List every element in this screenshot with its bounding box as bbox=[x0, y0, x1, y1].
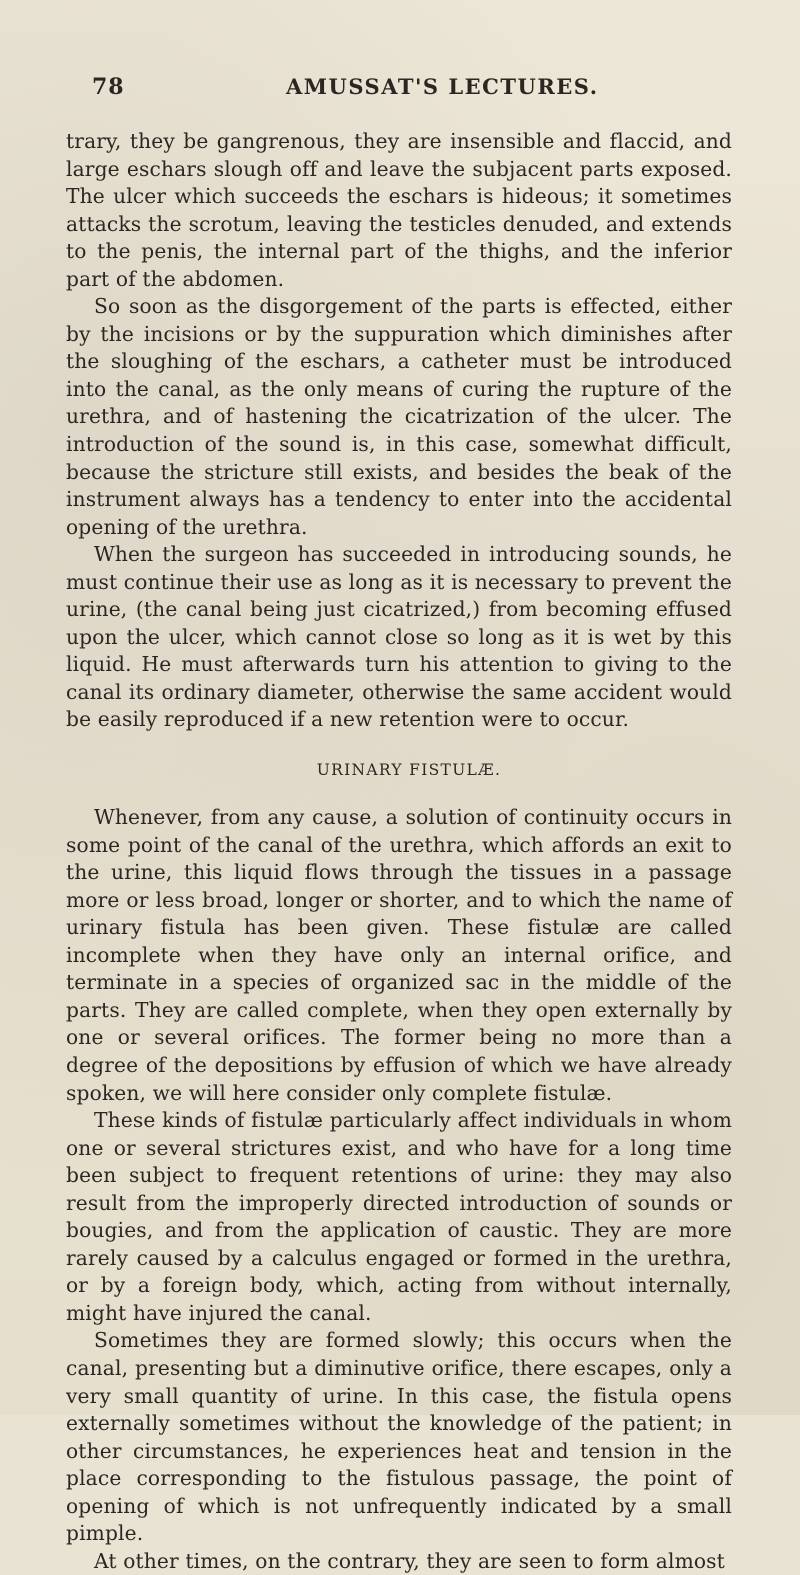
paragraph: Whenever, from any cause, a solution of continuity occurs in some point of the canal of the urethra, which affords an exit to the urine, this liquid flows through the tissues in a passage more or less broad, longer or shorter, and to which the name of urinary fistula has been given. These fistulæ are called incomplete when they have only an internal orifice, and terminate in a species of organized sac in the middle of the parts. They are called complete, when they open externally by one or several orifices. The former being no more than a degree of the depositions by effusion of which we have already spoken, we will here consider only complete fistulæ. bbox=[66, 805, 732, 1105]
paragraph-continuation: trary, they be gangrenous, they are insensible and flaccid, and large eschars slough off and leave the subjacent parts exposed. The ulcer which succeeds the eschars is hideous; it sometimes attacks the scrotum, leaving the testicles denuded, and extends to the penis, the internal part of the thighs, and the inferior part of the abdomen. bbox=[66, 129, 732, 291]
section-heading: URINARY FISTULÆ. bbox=[316, 761, 502, 780]
running-head: AMUSSAT'S LECTURES. bbox=[286, 74, 599, 99]
paragraph: At other times, on the contrary, they are seen to form almost bbox=[94, 1548, 725, 1573]
page-body bbox=[66, 128, 732, 1575]
page-number: 78 bbox=[92, 74, 125, 100]
paragraph: So soon as the disgorgement of the parts is effected, either by the incisions or by the suppuration which diminishes after the sloughing of the eschars, a catheter must be introduced into the canal, as the only means of curing the rupture of the urethra, and of hastening the cicatrization of the ulcer. The introduction of the sound is, in this case, somewhat difficult, because the stricture still exists, and besides the beak of the instrument always has a tendency to enter into the accidental opening of the urethra. bbox=[66, 294, 732, 539]
paragraph: Sometimes they are formed slowly; this occurs when the canal, presenting but a diminutive orifice, there escapes, only a very small quantity of urine. In this case, the fistula opens externally sometimes without the knowledge of the patient; in other circumstances, he experiences heat and tension in the place corresponding to the fistulous passage, the point of opening of which is not unfrequently indicated by a small pimple. bbox=[66, 1328, 732, 1546]
paragraph: These kinds of fistulæ particularly affect individuals in whom one or several strictures exist, and who have for a long time been subject to frequent retentions of urine: they may also result from the improperly directed introduction of sounds or bougies, and from the application of caustic. They are more rarely caused by a calculus engaged or formed in the urethra, or by a foreign body, which, acting from without internally, might have injured the canal. bbox=[66, 1108, 732, 1325]
paragraph: When the surgeon has succeeded in introducing sounds, he must continue their use as long as it is necessary to prevent the urine, (the canal being just cicatrized,) from becoming effused upon the ulcer, which cannot close so long as it is wet by this liquid. He must afterwards turn his attention to giving to the canal its ordinary diameter, otherwise the same accident would be easily reproduced if a new retention were to occur. bbox=[66, 542, 732, 732]
page-header bbox=[92, 74, 712, 104]
